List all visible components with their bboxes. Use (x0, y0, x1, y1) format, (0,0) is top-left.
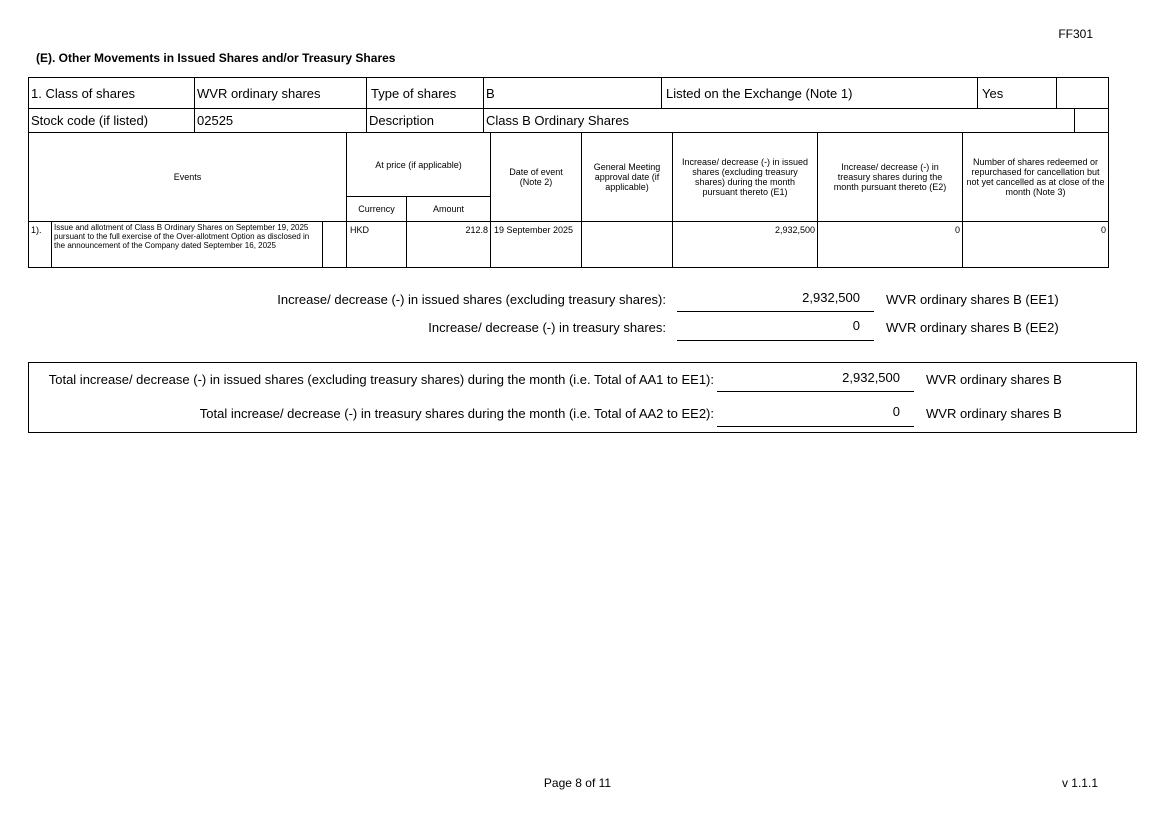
ee1-value: 2,932,500 (677, 290, 874, 312)
page-number: Page 8 of 11 (543, 776, 612, 790)
description-label: Description (366, 108, 484, 133)
class-of-shares-value: WVR ordinary shares (194, 77, 367, 109)
amount-header: Amount (406, 196, 491, 222)
ee2-value: 0 (677, 318, 874, 341)
stock-code-value: 02525 (194, 108, 367, 133)
at-price-header: At price (if applicable) (346, 132, 491, 197)
e1-header: Increase/ decrease (-) in issued shares (excluding treasury shares) during the month pursuant thereto (E1) (672, 132, 818, 222)
description-value: Class B Ordinary Shares (483, 108, 1075, 133)
version: v 1.1.1 (1061, 776, 1098, 790)
total-treasury-label: Total increase/ decrease (-) in treasury shares during the month (i.e. Total of AA2 to EE2): (199, 406, 714, 421)
event-gm-date (581, 221, 673, 268)
total-issued-unit: WVR ordinary shares B (926, 372, 1062, 387)
total-issued-value: 2,932,500 (717, 370, 914, 392)
currency-header: Currency (346, 196, 407, 222)
redeemed-header: Number of shares redeemed or repurchased for cancellation but not yet cancelled as at close of the month (Note 3) (962, 132, 1109, 222)
general-meeting-header: General Meeting approval date (if applicable) (581, 132, 673, 222)
empty-cell (1074, 108, 1109, 133)
total-treasury-value: 0 (717, 404, 914, 427)
event-amount: 212.8 (406, 221, 491, 268)
empty-cell (1056, 77, 1109, 109)
section-title: (E). Other Movements in Issued Shares and/or Treasury Shares (36, 51, 396, 65)
ee1-label: Increase/ decrease (-) in issued shares (excluding treasury shares): (277, 292, 666, 307)
empty-cell (322, 221, 347, 268)
event-e2-value: 0 (817, 221, 963, 268)
class-of-shares-label: 1. Class of shares (28, 77, 195, 109)
date-of-event-header: Date of event (Note 2) (490, 132, 582, 222)
type-of-shares-label: Type of shares (366, 77, 484, 109)
e2-header: Increase/ decrease (-) in treasury shares during the month pursuant thereto (E2) (817, 132, 963, 222)
event-description: Issue and allotment of Class B Ordinary Shares on September 19, 2025 pursuant to the full exercise of the Over-allotment Option as disclosed in the announcement of the Company dated September 16, 2025 (51, 221, 323, 268)
event-e1-value: 2,932,500 (672, 221, 818, 268)
event-currency: HKD (346, 221, 407, 268)
total-treasury-unit: WVR ordinary shares B (926, 406, 1062, 421)
total-issued-label: Total increase/ decrease (-) in issued shares (excluding treasury shares) during the month (i.e. Total of AA1 to EE1): (48, 372, 714, 387)
form-code: FF301 (1058, 27, 1093, 41)
event-number: 1). (28, 221, 52, 268)
listed-on-exchange-label: Listed on the Exchange (Note 1) (661, 77, 978, 109)
listed-on-exchange-value: Yes (977, 77, 1057, 109)
event-redeemed-value: 0 (962, 221, 1109, 268)
events-header: Events (28, 132, 347, 222)
ee2-label: Increase/ decrease (-) in treasury shares: (428, 320, 666, 335)
ee2-unit: WVR ordinary shares B (EE2) (886, 320, 1059, 335)
event-date: 19 September 2025 (490, 221, 582, 268)
ee1-unit: WVR ordinary shares B (EE1) (886, 292, 1059, 307)
stock-code-label: Stock code (if listed) (28, 108, 195, 133)
type-of-shares-value: B (483, 77, 662, 109)
